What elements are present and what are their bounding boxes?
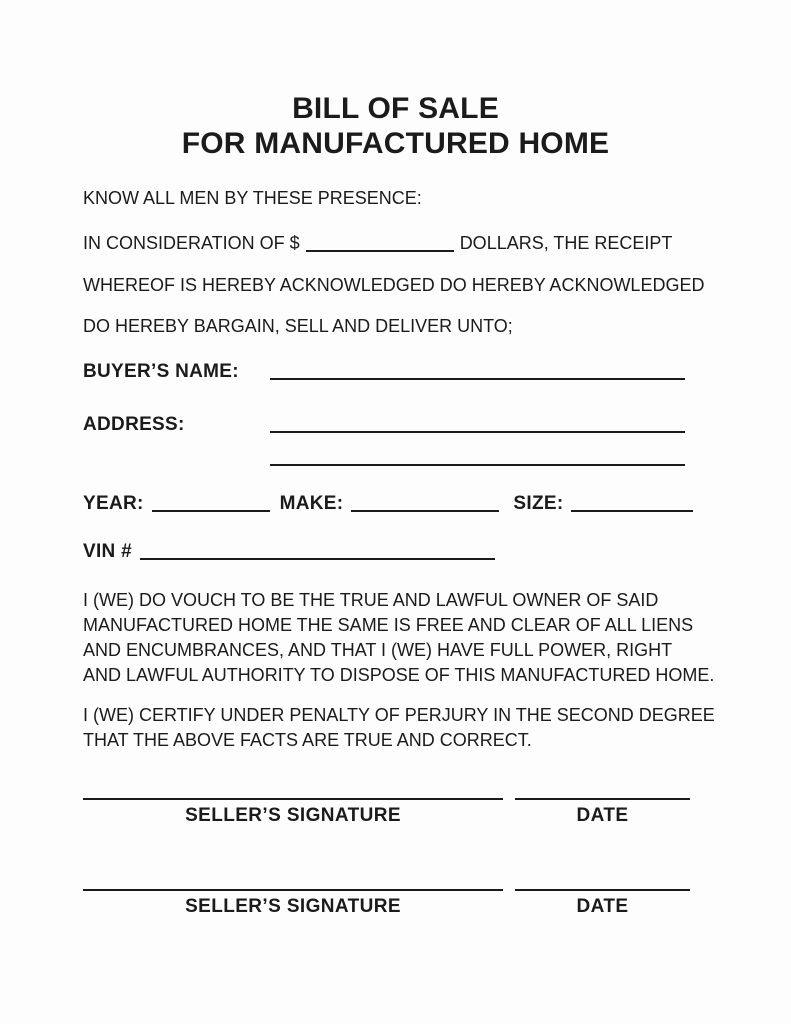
date-field-2[interactable]	[515, 889, 690, 891]
vouch-paragraph-line: I (WE) DO VOUCH TO BE THE TRUE AND LAWFUL OWNER OF SAID	[83, 590, 659, 610]
seller-signature-label: SELLER’S SIGNATURE	[185, 805, 401, 826]
address-field[interactable]	[270, 431, 685, 433]
date-field-1[interactable]	[515, 798, 690, 800]
vin-row	[83, 541, 708, 563]
seller-signature-label: SELLER’S SIGNATURE	[185, 896, 401, 917]
vin-field[interactable]	[140, 558, 495, 560]
seller-signature-field-1[interactable]	[83, 798, 503, 800]
make-label: MAKE:	[279, 493, 344, 514]
buyer-name-row	[83, 361, 708, 383]
certify-paragraph-line: I (WE) CERTIFY UNDER PENALTY OF PERJURY IN THE SECOND DEGREE	[83, 705, 715, 725]
buyer-name-label: BUYER’S NAME:	[83, 361, 239, 382]
consideration-suffix: DOLLARS, THE RECEIPT	[459, 233, 673, 253]
acknowledged-line: WHEREOF IS HEREBY ACKNOWLEDGED DO HEREBY ACKNOWLEDGED	[83, 275, 705, 295]
intro-line: KNOW ALL MEN BY THESE PRESENCE:	[83, 188, 422, 208]
buyer-name-field[interactable]	[270, 378, 685, 380]
date-column	[515, 889, 690, 918]
signature-column	[83, 798, 503, 827]
certify-paragraph-line: THAT THE ABOVE FACTS ARE TRUE AND CORRECT.	[83, 730, 532, 750]
signature-block-1	[83, 798, 708, 827]
size-field[interactable]	[571, 510, 693, 512]
vouch-paragraph-line: AND LAWFUL AUTHORITY TO DISPOSE OF THIS MANUFACTURED HOME.	[83, 665, 715, 685]
date-label: DATE	[576, 896, 629, 917]
year-label: YEAR:	[83, 493, 144, 514]
consideration-line	[83, 233, 708, 254]
certify-paragraph	[83, 703, 715, 753]
signature-block-2	[83, 889, 708, 918]
document-title-line2: FOR MANUFACTURED HOME	[181, 127, 610, 160]
year-field[interactable]	[152, 510, 270, 512]
signature-column	[83, 889, 503, 918]
address-field-line2[interactable]	[270, 464, 685, 466]
address-row-2	[83, 461, 708, 463]
document-title	[83, 91, 708, 161]
consideration-amount-field[interactable]	[306, 250, 454, 252]
consideration-prefix: IN CONSIDERATION OF $	[83, 233, 300, 253]
size-label: SIZE:	[513, 493, 564, 514]
address-row	[83, 414, 708, 436]
year-make-size-row	[83, 493, 708, 515]
address-label: ADDRESS:	[83, 414, 185, 435]
vin-label: VIN #	[83, 541, 133, 562]
make-field[interactable]	[351, 510, 499, 512]
vouch-paragraph-line: AND ENCUMBRANCES, AND THAT I (WE) HAVE FULL POWER, RIGHT	[83, 640, 673, 660]
vouch-paragraph-line: MANUFACTURED HOME THE SAME IS FREE AND CLEAR OF ALL LIENS	[83, 615, 694, 635]
seller-signature-field-2[interactable]	[83, 889, 503, 891]
bargain-line: DO HEREBY BARGAIN, SELL AND DELIVER UNTO;	[83, 316, 513, 336]
date-label: DATE	[576, 805, 629, 826]
date-column	[515, 798, 690, 827]
document-title-line1: BILL OF SALE	[292, 92, 499, 125]
vouch-paragraph	[83, 588, 715, 688]
